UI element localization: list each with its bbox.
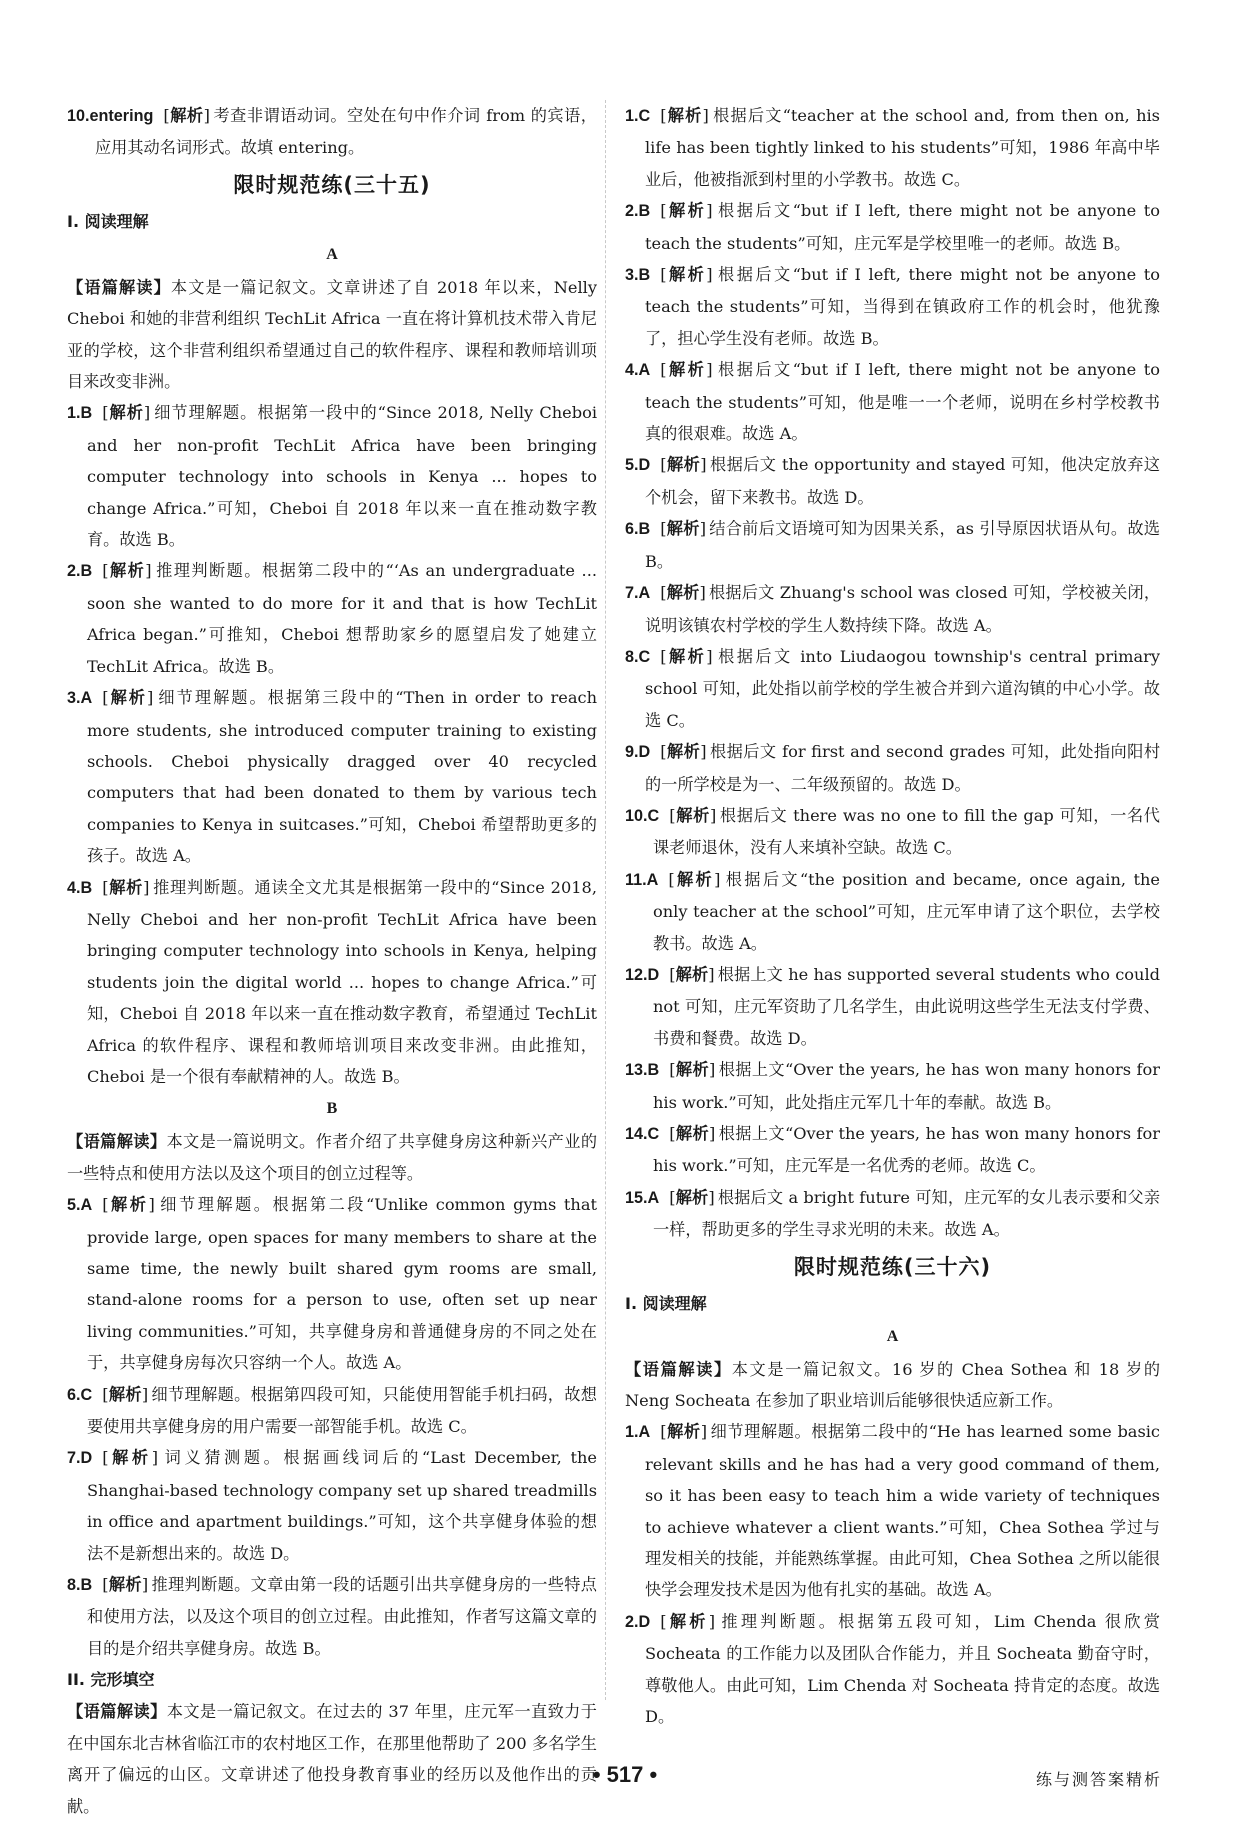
section-title-35: 限时规范练(三十五): [233, 172, 431, 197]
item-answer: C: [647, 1125, 660, 1143]
item-answer: D: [638, 456, 651, 475]
item-answer: A: [646, 870, 659, 889]
item-answer: B: [80, 404, 93, 423]
item-answer: A: [80, 1196, 93, 1215]
answer-item: [67, 682, 597, 871]
column-divider: [605, 100, 606, 1700]
answer-item: [625, 641, 1160, 736]
item-number: 6.: [67, 1385, 81, 1404]
item-number: 9.: [625, 743, 639, 762]
item-number: 8.: [625, 647, 639, 666]
answer-item: [625, 1054, 1160, 1118]
item-text: 推理判断题。根据第二段中的“‘As an undergraduate ... soon she wanted to do more for it and that is how TechLit Africa began.”可推知，Cheboi 想帮助家乡的愿望启发了她建立 TechLit Africa。故选 B。: [87, 561, 597, 676]
answer-item: [625, 100, 1160, 195]
left-column: [67, 100, 597, 1822]
item-number: 3.: [67, 689, 81, 708]
item-number: 10.: [625, 806, 648, 825]
item-text: 根据后文“but if I left, there might not be anyone to teach the students”可知，当得到在镇政府工作的机会时，他犹豫了，担心学生没有老师。故选 B。: [645, 265, 1161, 348]
answer-item: [625, 577, 1160, 641]
item-number: 15.: [625, 1188, 648, 1207]
answer-item: [625, 736, 1160, 800]
subsection-a: A: [886, 1327, 899, 1345]
item-text: 根据后文“the position and became, once again, the only teacher at the school”可知，庄元军申请了这个职位，去学校教书。故选 A。: [653, 869, 1161, 953]
analysis-tag: [解析]: [660, 201, 713, 221]
answer-item: [625, 1182, 1160, 1246]
analysis-tag: [解析]: [669, 1060, 716, 1080]
analysis-tag: [解析]: [163, 106, 210, 125]
answer-item: [67, 100, 597, 164]
answer-item: [67, 1569, 597, 1664]
analysis-tag: [解析]: [669, 964, 715, 984]
item-number: 1.: [625, 107, 639, 125]
answer-item: [625, 800, 1160, 864]
item-answer: D: [647, 965, 660, 984]
item-text: 词义猜测题。根据画线词后的“Last December, the Shanghai-based technology company set up shared treadmills in office and apartment buildings.”可知，这个共享健身体验的想法不是新想出来的。故选 D。: [87, 1448, 598, 1563]
item-text: 根据后文 into Liudaogou township's central primary school 可知，此处指以前学校的学生被合并到六道沟镇的中心小学。故选 C。: [645, 646, 1161, 730]
item-text: 根据后文 a bright future 可知，庄元军的女儿表示要和父亲一样，帮助更多的学生寻求光明的未来。故选 A。: [653, 1187, 1161, 1240]
item-answer: entering: [89, 107, 154, 125]
item-text: 根据后文 the opportunity and stayed 可知，他决定放弃这个机会，留下来教书。故选 D。: [645, 455, 1160, 507]
passage-summary: 【语篇解读】本文是一篇记叙文。文章讲述了自 2018 年以来，Nelly Cheboi 和她的非营利组织 TechLit Africa 一直在将计算机技术带入肯尼亚的学校，这个非营利组织希望通过自己的软件程序、课程和教师培训项目来改变非洲。: [67, 277, 597, 392]
analysis-tag: [解析]: [660, 455, 707, 475]
item-text: 推理判断题。通读全文尤其是根据第一段中的“Since 2018, Nelly Cheboi and her non-profit TechLit Africa have been bringing computer technology into schools in Kenya, helping students join the digital world ... hopes to change Africa.”可知，Cheboi 自 2018 年以来一直在推动数字教育，希望通过 TechLit Africa 的软件程序、课程和教师培训项目来改变非洲。由此推知，Cheboi 是一个很有奉献精神的人。故选 B。: [87, 877, 597, 1086]
answer-item: [67, 872, 597, 1093]
item-text: 根据上文 he has supported several students who could not 可知，庄元军资助了几名学生，由此说明这些学生无法支付学费、书费和餐费。故选 D。: [653, 964, 1160, 1048]
item-answer: C: [647, 806, 660, 825]
answer-list-b: [67, 1189, 597, 1664]
item-number: 14.: [625, 1125, 648, 1143]
item-answer: B: [638, 266, 651, 285]
item-text: 细节理解题。根据第二段“Unlike common gyms that provide large, open spaces for many members to share at the same time, the newly built shared gym rooms are small, stand-alone rooms for a person to use, often set up near living communities.”可知，共享健身房和普通健身房的不同之处在于，共享健身房每次只容纳一个人。故选 A。: [87, 1195, 597, 1373]
item-text: 细节理解题。根据第四段可知，只能使用智能手机扫码，故想要使用共享健身房的用户需要一部智能手机。故选 C。: [87, 1384, 597, 1437]
item-answer: A: [638, 361, 651, 380]
analysis-tag: [解析]: [102, 688, 154, 708]
footer-note: 练与测答案精析: [1035, 1770, 1162, 1789]
item-number: 12.: [625, 965, 648, 984]
item-answer: B: [638, 202, 651, 221]
answer-item: [625, 1606, 1160, 1733]
answer-item: [625, 959, 1160, 1054]
item-number: 3.: [625, 266, 639, 285]
item-number: 5.: [625, 456, 639, 475]
item-number: 7.: [625, 584, 639, 603]
item-number: 6.: [625, 520, 639, 539]
item-answer: A: [638, 1423, 651, 1442]
passage-summary: 【语篇解读】本文是一篇记叙文。16 岁的 Chea Sothea 和 18 岁的 Neng Socheata 在参加了职业培训后能够很快适应新工作。: [625, 1359, 1161, 1411]
item-answer: C: [638, 107, 651, 125]
answer-item: [67, 1189, 597, 1378]
answer-item: [67, 397, 597, 555]
section-title-36: 限时规范练(三十六): [793, 1254, 992, 1279]
item-text: 根据后文“but if I left, there might not be anyone to teach the students”可知，他是唯一一个老师，说明在乡村学校教书真的很艰难。故选 A。: [645, 360, 1161, 444]
item-answer: D: [638, 1612, 651, 1631]
answer-item: [67, 1379, 597, 1443]
item-answer: B: [647, 1061, 660, 1080]
analysis-tag: [解析]: [102, 1448, 159, 1468]
answer-item: [625, 195, 1160, 259]
answer-item: [625, 864, 1160, 959]
item-answer: B: [80, 562, 93, 581]
analysis-tag: [解析]: [669, 1124, 716, 1143]
item-answer: A: [647, 1188, 660, 1207]
item-text: 根据后文 there was no one to fill the gap 可知，一名代课老师退休，没有人来填补空缺。故选 C。: [653, 805, 1160, 858]
item-number: 5.: [67, 1196, 81, 1215]
item-text: 根据后文“but if I left, there might not be anyone to teach the students”可知，庄元军是学校里唯一的老师。故选 B。: [645, 201, 1161, 253]
item-text: 根据上文“Over the years, he has won many honors for his work.”可知，庄元军是一名优秀的老师。故选 C。: [653, 1124, 1160, 1176]
item-text: 推理判断题。文章由第一段的话题引出共享健身房的一些特点和使用方法，以及这个项目的创立过程。由此推知，作者写这篇文章的目的是介绍共享健身房。故选 B。: [87, 1575, 597, 1658]
item-number: 1.: [625, 1423, 639, 1442]
item-text: 考查非谓语动词。空处在句中作介词 from 的宾语，应用其动名词形式。故填 entering。: [95, 106, 597, 158]
page-number: • 517 •: [592, 1762, 658, 1787]
analysis-tag: [解析]: [660, 742, 707, 762]
item-text: 细节理解题。根据第一段中的“Since 2018, Nelly Cheboi and her non-profit TechLit Africa have been bringing computer technology into schools in Kenya ... hopes to change Africa.”可知，Cheboi 自 2018 年以来一直在推动数字教育。故选 B。: [87, 403, 597, 550]
answer-item: [625, 449, 1160, 513]
answer-item: [625, 354, 1160, 449]
item-number: 8.: [67, 1576, 81, 1595]
item-text: 推理判断题。根据第五段可知，Lim Chenda 很欣赏 Socheata 的工作能力以及团队合作能力，并且 Socheata 勤奋守时，尊敬他人。由此可知，Lim Chenda 对 Socheata 持肯定的态度。故选 D。: [645, 1611, 1160, 1727]
item-number: 4.: [67, 878, 81, 897]
subsection-b: B: [326, 1100, 338, 1118]
analysis-tag: [解析]: [660, 646, 713, 666]
analysis-tag: [解析]: [660, 583, 706, 603]
item-answer: D: [638, 743, 651, 762]
item-number: 4.: [625, 361, 639, 380]
item-number: 13.: [625, 1061, 648, 1080]
item-number: 11.: [625, 870, 647, 889]
analysis-tag: [解析]: [102, 403, 151, 423]
item-text: 细节理解题。根据第二段中的“He has learned some basic relevant skills and he has had a very good command of them, so it has been easy to teach him a wide variety of techniques to achieve whatever a client wants.”可知，Chea Sothea 学过与理发相关的技能，并能熟练掌握。由此可知，Chea Sothea 之所以能很快学会理发技术是因为他有扎实的基础。故选 A。: [645, 1422, 1161, 1600]
item-text: 根据后文 Zhuang's school was closed 可知，学校被关闭，说明该镇农村学校的学生人数持续下降。故选 A。: [645, 583, 1161, 635]
analysis-tag: [解析]: [660, 519, 707, 539]
answer-item: [625, 1118, 1160, 1182]
item-answer: C: [80, 1385, 93, 1404]
analysis-tag: [解析]: [102, 877, 150, 897]
part-heading-reading: I. 阅读理解: [67, 211, 149, 231]
analysis-tag: [解析]: [102, 1195, 155, 1215]
part-heading-reading: I. 阅读理解: [625, 1293, 707, 1313]
item-text: 结合前后文语境可知为因果关系，as 引导原因状语从句。故选 B。: [645, 519, 1160, 571]
answer-item: [67, 555, 597, 682]
item-answer: B: [638, 520, 651, 539]
analysis-tag: [解析]: [660, 1422, 708, 1442]
answer-item: [625, 1416, 1160, 1605]
analysis-tag: [解析]: [102, 1575, 149, 1595]
passage-summary: 【语篇解读】本文是一篇记叙文。在过去的 37 年里，庄元军一直致力于在中国东北吉林省临江市的农村地区工作，在那里他帮助了 200 多名学生离开了偏远的山区。文章讲述了他投身教育事业的经历以及他作出的贡献。: [67, 1702, 597, 1816]
item-text: 细节理解题。根据第三段中的“Then in order to reach more students, she introduced computer training to existing schools. Cheboi physically dragged over 40 recycled computers that had been donated to them by various tech companies to Kenya in suitcases.”可知，Cheboi 希望帮助更多的孩子。故选 A。: [87, 688, 598, 866]
item-text: 根据后文 for first and second grades 可知，此处指向阳村的一所学校是为一、二年级预留的。故选 D。: [645, 742, 1161, 794]
subsection-a: A: [326, 245, 338, 263]
item-answer: D: [80, 1449, 93, 1468]
item-answer: C: [638, 647, 651, 666]
analysis-tag: [解析]: [669, 1187, 715, 1207]
item-text: 根据后文“teacher at the school and, from then on, his life has been tightly linked to his students”可知，1986 年高中毕业后，他被指派到村里的小学教书。故选 C。: [645, 106, 1160, 189]
answer-item: [625, 259, 1160, 354]
item-number: 10.: [67, 107, 90, 125]
answer-list-a: [625, 1416, 1160, 1732]
right-column: [625, 100, 1160, 1733]
item-answer: B: [80, 1576, 93, 1595]
item-number: 2.: [625, 202, 639, 221]
analysis-tag: [解析]: [660, 360, 713, 380]
analysis-tag: [解析]: [669, 805, 717, 825]
passage-summary: 【语篇解读】本文是一篇说明文。作者介绍了共享健身房这种新兴产业的一些特点和使用方法以及这个项目的创立过程等。: [67, 1132, 598, 1183]
item-answer: B: [80, 878, 93, 897]
answer-list-cloze: [625, 100, 1160, 1246]
item-text: 根据上文“Over the years, he has won many honors for his work.”可知，此处指庄元军几十年的奉献。故选 B。: [653, 1060, 1160, 1112]
analysis-tag: [解析]: [660, 265, 713, 285]
analysis-tag: [解析]: [668, 869, 721, 889]
item-answer: A: [638, 584, 651, 603]
answer-list-a: [67, 397, 597, 1092]
analysis-tag: [解析]: [660, 106, 709, 125]
item-answer: A: [80, 689, 93, 708]
item-number: 2.: [67, 562, 81, 581]
analysis-tag: [解析]: [102, 1384, 149, 1404]
item-number: 7.: [67, 1449, 81, 1468]
analysis-tag: [解析]: [660, 1611, 716, 1631]
item-number: 2.: [625, 1612, 639, 1631]
item-number: 1.: [67, 404, 81, 423]
answer-item: [67, 1442, 597, 1569]
part-heading-cloze: II. 完形填空: [67, 1670, 155, 1690]
answer-item: [625, 513, 1160, 577]
analysis-tag: [解析]: [102, 561, 152, 581]
